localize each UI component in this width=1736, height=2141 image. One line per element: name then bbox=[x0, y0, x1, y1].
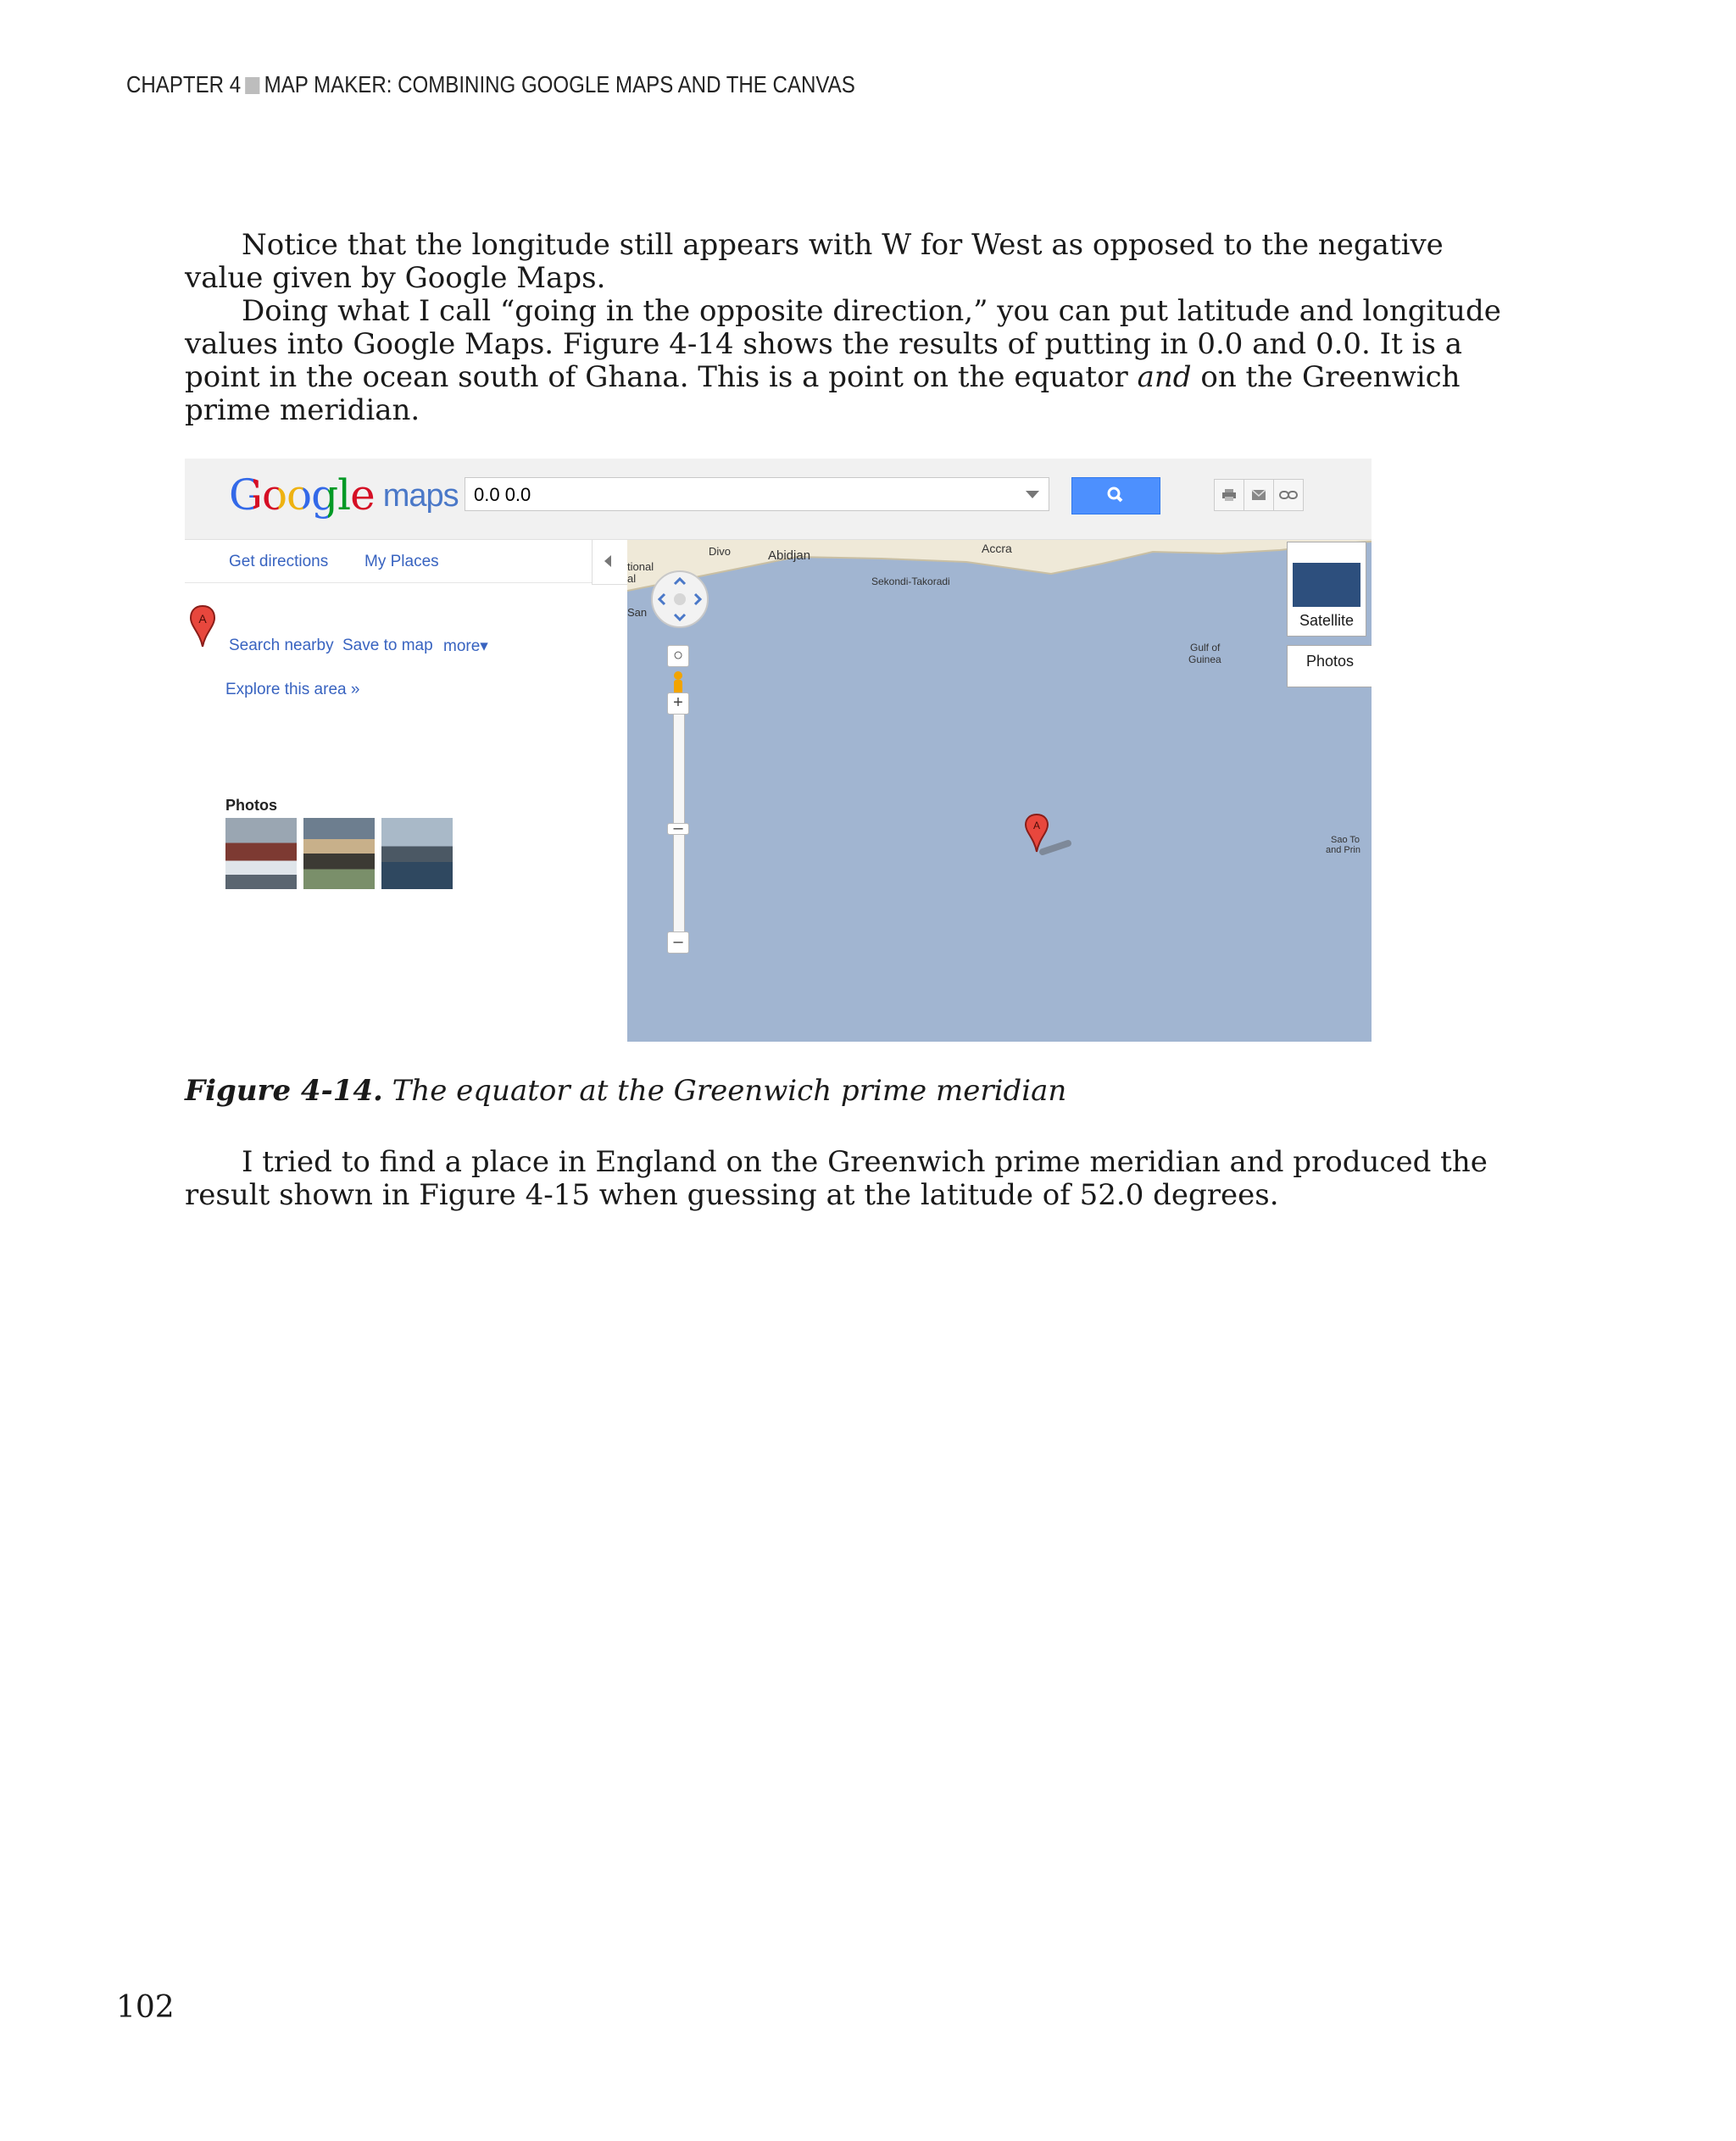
paragraph-2: Doing what I call “going in the opposite direction,” you can put latitude and longitude values into Google Maps. Figure 4-14 shows the results of putting in 0.0 and 0.0. It is a point in the ocean south of Ghana. This is a point on the equator and on the Greenwich prime meridian. bbox=[185, 294, 1501, 427]
square-bullet-icon bbox=[245, 77, 259, 94]
photos-heading: Photos bbox=[225, 797, 277, 814]
search-dropdown[interactable] bbox=[465, 477, 1049, 511]
get-directions-link[interactable]: Get directions bbox=[229, 553, 329, 570]
email-button[interactable] bbox=[1244, 480, 1274, 510]
chevron-down-icon bbox=[1026, 491, 1039, 498]
reset-view-button[interactable]: ○ bbox=[667, 645, 689, 667]
running-header bbox=[126, 71, 855, 98]
photo-thumbnail-1[interactable] bbox=[225, 818, 297, 889]
explore-area-link[interactable]: Explore this area » bbox=[225, 681, 360, 698]
search-icon bbox=[1072, 478, 1160, 514]
my-places-link[interactable]: My Places bbox=[364, 553, 439, 570]
svg-text:A: A bbox=[198, 612, 207, 626]
maps-toolbar bbox=[185, 459, 1372, 540]
search-nearby-link[interactable]: Search nearby bbox=[229, 637, 334, 654]
search-input[interactable]: 0.0 0.0 bbox=[465, 477, 1049, 511]
paragraph-3: I tried to find a place in England on the Greenwich prime meridian and produced the result shown in Figure 4-15 when guessing at the latitude of 52.0 degrees. bbox=[185, 1145, 1488, 1212]
collapse-panel-button[interactable] bbox=[592, 540, 628, 585]
chapter-title: MAP MAKER: COMBINING GOOGLE MAPS AND THE CANVAS bbox=[264, 71, 855, 97]
print-button[interactable] bbox=[1215, 480, 1244, 510]
marker-a-icon[interactable] bbox=[188, 604, 217, 648]
mail-icon bbox=[1251, 489, 1266, 501]
toolbar-buttons bbox=[1214, 479, 1304, 511]
zoom-out-button[interactable]: – bbox=[667, 931, 689, 954]
print-icon bbox=[1221, 488, 1237, 502]
google-maps-logo[interactable]: Google maps bbox=[229, 470, 459, 520]
figure-screenshot bbox=[185, 459, 1372, 1042]
photo-thumbnail-3[interactable] bbox=[381, 818, 453, 889]
zoom-slider-handle[interactable]: – bbox=[667, 823, 689, 835]
pan-control[interactable] bbox=[651, 570, 709, 628]
link-icon bbox=[1279, 490, 1298, 500]
pan-arrows-icon bbox=[653, 572, 707, 626]
side-panel bbox=[185, 540, 629, 1042]
photo-thumbnail-2[interactable] bbox=[303, 818, 375, 889]
svg-text:A: A bbox=[1032, 820, 1041, 831]
link-button[interactable] bbox=[1274, 480, 1303, 510]
paragraph-1: Notice that the longitude still appears with W for West as opposed to the negative value given by Google Maps. bbox=[185, 228, 1444, 295]
more-link[interactable]: more▾ bbox=[443, 637, 488, 655]
photos-layer-button[interactable]: Photos bbox=[1287, 645, 1372, 687]
map-view[interactable]: Divo Abidjan Accra Sekondi-Takoradi tional al San Gulf of Guinea Sao To and Prin ○ + – – A Satellite Photos bbox=[627, 540, 1372, 1042]
marker-a-map-icon[interactable] bbox=[1024, 813, 1075, 860]
chapter-label: CHAPTER 4 bbox=[126, 71, 242, 97]
page-number: 102 bbox=[116, 1990, 175, 2025]
satellite-thumbnail bbox=[1293, 563, 1360, 607]
satellite-toggle[interactable]: Satellite bbox=[1287, 542, 1366, 637]
save-to-map-link[interactable]: Save to map bbox=[342, 637, 433, 654]
zoom-in-button[interactable]: + bbox=[667, 692, 689, 715]
search-button[interactable] bbox=[1071, 477, 1160, 514]
side-nav bbox=[185, 540, 592, 583]
figure-caption: Figure 4-14. The equator at the Greenwich prime meridian bbox=[185, 1074, 1067, 1108]
